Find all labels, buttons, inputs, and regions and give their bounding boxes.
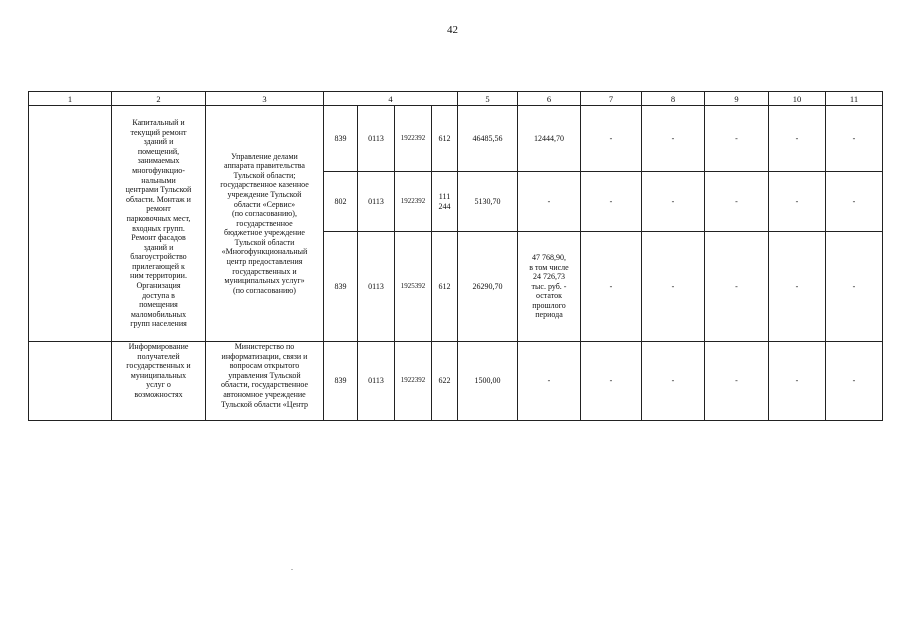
executor-cell: [206, 342, 324, 421]
code-cell: 839: [324, 232, 358, 342]
page-number: 42: [447, 24, 458, 36]
value-cell: -: [642, 342, 705, 421]
value-cell: -: [705, 172, 769, 232]
budget-table: [28, 91, 883, 421]
value-cell: -: [642, 232, 705, 342]
executor-cell: Управление делами аппарата правительства Тульской области; государственное казенное учреждение Тульской области «Сервис» (по согласованию), государственное бюджетное учреждение Тульской области «Многофункциональный центр предоставления государственных и муниципальных услуг» (по согласованию): [206, 106, 324, 342]
value-cell: -: [705, 106, 769, 172]
code-cell: 111 244: [432, 172, 458, 232]
value-cell: -: [826, 172, 883, 232]
value-cell: -: [518, 342, 581, 421]
col1-cell: [29, 106, 112, 342]
header-cell: 9: [705, 92, 769, 106]
code-cell: 612: [432, 106, 458, 172]
header-cell: 3: [206, 92, 324, 106]
code-cell: 839: [324, 106, 358, 172]
value-cell: -: [769, 232, 826, 342]
code-cell: 0113: [358, 106, 395, 172]
code-cell: 622: [432, 342, 458, 421]
col1-cell: [29, 342, 112, 421]
value-cell: 47 768,90, в том числе 24 726,73 тыс. руб. - остаток прошлого периода: [518, 232, 581, 342]
header-cell: 4: [324, 92, 458, 106]
value-cell: -: [581, 232, 642, 342]
code-cell: 0113: [358, 172, 395, 232]
code-cell: 802: [324, 172, 358, 232]
scan-artifact: [291, 569, 293, 570]
code-cell: 612: [432, 232, 458, 342]
header-cell: 6: [518, 92, 581, 106]
value-cell: -: [769, 172, 826, 232]
code-cell: 0113: [358, 342, 395, 421]
value-cell: -: [581, 342, 642, 421]
value-cell: -: [642, 172, 705, 232]
value-cell: -: [705, 342, 769, 421]
header-row: [29, 92, 883, 106]
value-cell: -: [826, 232, 883, 342]
code-cell: 0113: [358, 232, 395, 342]
header-cell: 10: [769, 92, 826, 106]
table-row: [29, 106, 883, 172]
code-cell: 839: [324, 342, 358, 421]
executor-text: Министерство по информатизации, связи и вопросам открытого управления Тульской области, государственное автономное учреждение Тульской области «Центр: [220, 342, 309, 409]
value-cell: -: [769, 342, 826, 421]
amount-cell: 46485,56: [458, 106, 518, 172]
measure-cell: [112, 342, 206, 421]
header-cell: 1: [29, 92, 112, 106]
header-cell: 2: [112, 92, 206, 106]
code-cell: 1922392: [395, 342, 432, 421]
value-cell: -: [705, 232, 769, 342]
code-cell: 1922392: [395, 172, 432, 232]
value-cell: -: [642, 106, 705, 172]
code-cell: 1925392: [395, 232, 432, 342]
header-cell: 8: [642, 92, 705, 106]
value-cell: -: [826, 106, 883, 172]
value-cell: -: [826, 342, 883, 421]
amount-cell: 1500,00: [458, 342, 518, 421]
value-cell: -: [581, 172, 642, 232]
code-cell: 1922392: [395, 106, 432, 172]
measure-cell: Капитальный и текущий ремонт зданий и помещений, занимаемых многофункцио- нальными центрами Тульской области. Монтаж и ремонт парковочных мест, входных групп. Ремонт фасадов зданий и благоустройство прилегающей к ним территории. Организация доступа в помещения маломобильных групп населения: [112, 106, 206, 342]
value-cell: -: [769, 106, 826, 172]
value-cell: -: [581, 106, 642, 172]
header-cell: 11: [826, 92, 883, 106]
amount-cell: 5130,70: [458, 172, 518, 232]
table-row: [29, 342, 883, 421]
value-cell: 12444,70: [518, 106, 581, 172]
measure-text: Информирование получателей государственных и муниципальных услуг о возможностях: [126, 342, 191, 399]
amount-cell: 26290,70: [458, 232, 518, 342]
header-cell: 5: [458, 92, 518, 106]
header-cell: 7: [581, 92, 642, 106]
value-cell: -: [518, 172, 581, 232]
